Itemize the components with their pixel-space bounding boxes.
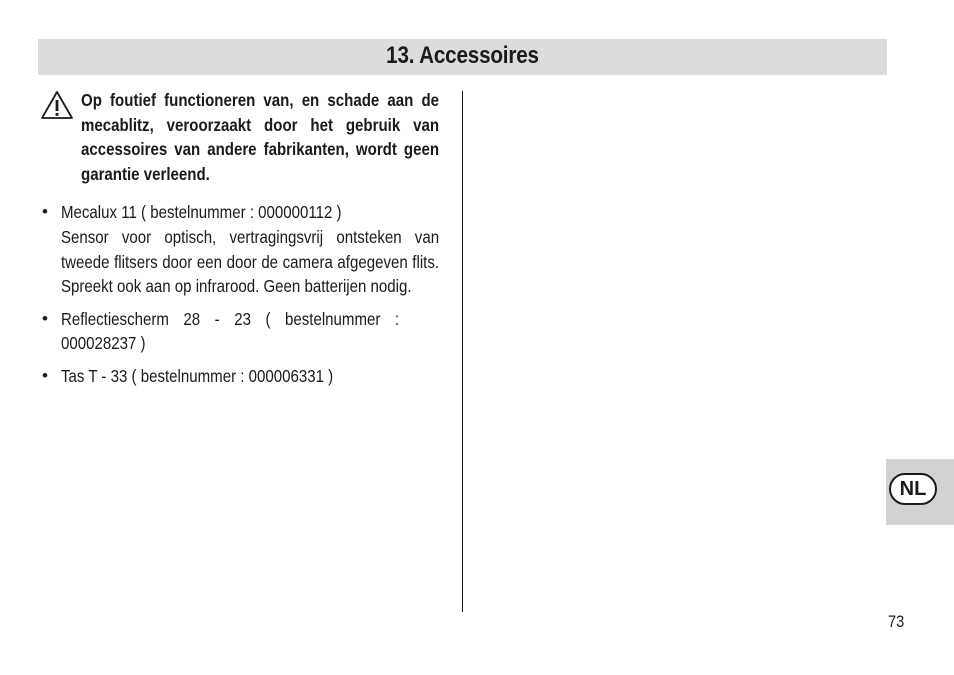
section-header-bar	[38, 39, 887, 75]
column-divider	[462, 91, 463, 612]
left-column	[40, 88, 439, 397]
list-item	[40, 200, 439, 298]
language-badge: NL	[889, 473, 937, 505]
language-tab	[886, 459, 954, 525]
warning-text: Op foutief functioneren van, en schade aan de mecablitz, veroorzaakt door het gebruik van accessoires van andere fabrikanten, wordt geen garantie verleend.	[81, 90, 440, 184]
page-number: 73	[888, 612, 905, 631]
accessory-description: Sensor voor optisch, vertragingsvrij ontsteken van tweede flitsers door een door de camera afgegeven flits. Spreekt ook aan op infrarood. Geen batterijen nodig.	[61, 226, 440, 297]
accessory-list	[40, 200, 439, 388]
accessory-name: Tas T - 33 ( bestelnummer : 000006331 )	[61, 365, 334, 386]
bullet-icon: •	[42, 202, 48, 222]
warning-triangle-icon	[40, 90, 74, 120]
accessory-name: Reflectiescherm 28 - 23 ( bestelnummer : 000028237 )	[61, 308, 400, 354]
bullet-icon: •	[42, 365, 48, 385]
accessory-name: Mecalux 11 ( bestelnummer : 000000112 )	[61, 202, 342, 223]
page-title: 13. Accessoires	[386, 42, 539, 69]
warning-notice	[40, 88, 439, 186]
bullet-icon: •	[42, 308, 48, 328]
list-item	[40, 307, 439, 356]
list-item	[40, 364, 439, 389]
